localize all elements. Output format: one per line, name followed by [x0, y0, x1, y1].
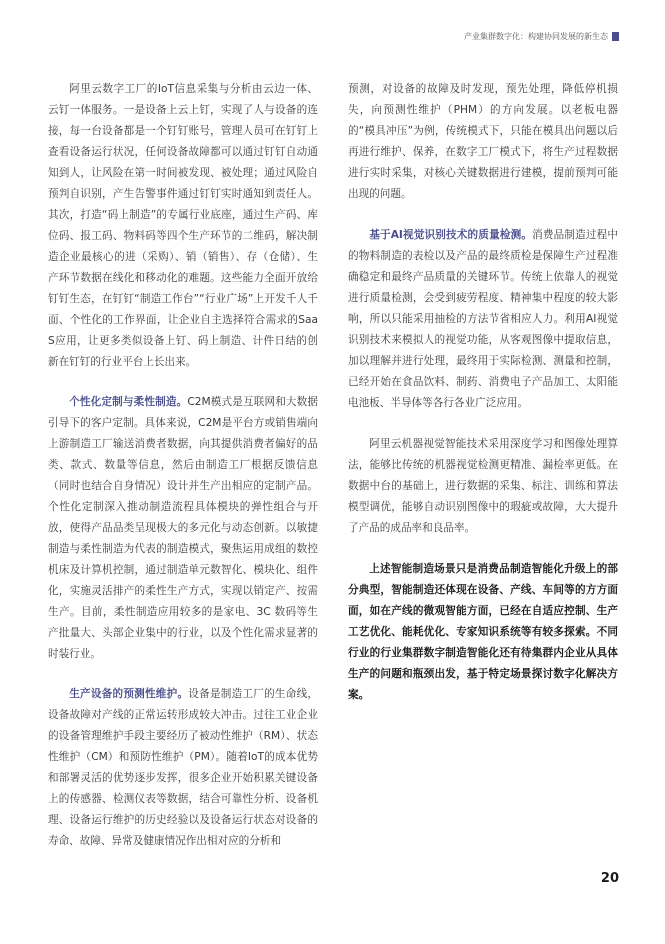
- paragraph-summary: 上述智能制造场景只是消费品制造智能化升级上的部分典型，智能制造还体现在设备、产线、车间等的方方面面，如在产线的微观智能方面，已经在自适应控制、生产工艺优化、能耗优化、专家知识系统等有较多探索。不同行业的行业集群数字制造智能化还有待集群内企业从具体生产的问题和瓶颈出发，基于特定场景探讨数字化解决方案。: [348, 563, 618, 701]
- page-number: 20: [600, 871, 619, 886]
- left-column: [48, 79, 318, 871]
- paragraph-ai-vision: [348, 225, 618, 414]
- header-title: 产业集群数字化：构建协同发展的新生态: [464, 32, 608, 41]
- section-title-custom-manufacturing: 个性化定制与柔性制造。: [69, 396, 188, 408]
- section-title-ai-vision: 基于AI视觉识别技术的质量检测。: [369, 229, 533, 241]
- paragraph-predictive-maintenance: [48, 684, 318, 852]
- paragraph-iot: 阿里云数字工厂的IoT信息采集与分析由云边一体、云钉一体服务。一是设备上云上钉，实现了人与设备的连接，每一台设备都是一个钉钉账号，管理人员可在钉钉上查看设备运行状况，任何设备故障都可以通过钉钉自动通知到人，让风险在第一时间被发现、被处理；通过风险自预判自识别，产生告警事件通过钉钉实时通知到责任人。其次，打造“码上制造”的专属行业底座，通过生产码、库位码、报工码、物料码等四个生产环节的二维码，解决制造企业最核心的进（采购）、销（销售）、存（仓储）、生产环节数据在线化和移动化的难题。这些能力全面开放给钉钉生态，在钉钉“制造工作台”“行业广场”上开发千人千面、个性化的工作界面，让企业自主选择符合需求的SaaS应用，让更多类似设备上钉、码上制造、计件日结的创新在钉钉的行业平台上长出来。: [48, 83, 318, 368]
- page-header: [464, 31, 619, 42]
- paragraph-custom-manufacturing-body: C2M模式是互联网和大数据引导下的客户定制。具体来说，C2M是平台方或销售端向上游制造工厂输送消费者数据，向其提供消费者偏好的品类、款式、数量等信息，然后由制造工厂根据反馈信息（同时也结合自身情况）设计并生产出相应的定制产品。个性化定制深入推动制造流程具体模块的弹性组合与开放，使得产品品类呈现极大的多元化与动态创新。以敏捷制造与柔性制造为代表的制造模式，聚焦运用成组的数控机床及计算机控制，通过制造单元数智化、模块化、组件化，实施灵活排产的柔性生产方式，实现以销定产、按需生产。目前，柔性制造应用较多的是家电、3C 数码等生产批量大、头部企业集中的行业，以及个性化需求显著的时装行业。: [48, 396, 319, 660]
- header-square-icon: [612, 32, 619, 41]
- paragraph-predictive-maintenance-body: 设备是制造工厂的生命线，设备故障对产线的正常运转形成较大冲击。过往工业企业的设备管理维护手段主要经历了被动性维护（RM）、状态性维护（CM）和预防性维护（PM）。随着IoT的成本优势和部署灵活的优势逐步发挥，很多企业开始积累关键设备上的传感器、检测仪表等数据，结合可靠性分析、设备机理、设备运行维护的历史经验以及设备运行状态对设备的寿命、故障、异常及健康情况作出相对应的分析和: [48, 688, 318, 847]
- right-column: [348, 79, 618, 726]
- paragraph-predictive-maintenance-cont: 预测，对设备的故障及时发现，预先处理，降低停机损失，向预测性维护（PHM）的方向发展。以老板电器的“模具冲压”为例，传统模式下，只能在模具出问题以后再进行维护、保养，在数字工厂模式下，将生产过程数据进行实时采集，对核心关键数据进行建模，提前预判可能出现的问题。: [348, 83, 618, 200]
- paragraph-ai-vision-body: 消费品制造过程中的物料制造的表检以及产品的最终质检是保障生产过程准确稳定和最终产品质量的关键环节。传统上依靠人的视觉进行质量检测，会受到疲劳程度、精神集中程度的较大影响，所以只能采用抽检的方法节省相应人力。利用AI视觉识别技术来模拟人的视觉功能，从客观图像中提取信息，加以理解并进行处理，最终用于实际检测、测量和控制，已经开始在食品饮料、制药、消费电子产品加工、太阳能电池板、半导体等各行各业广泛应用。: [348, 229, 619, 409]
- paragraph-machine-vision: 阿里云机器视觉智能技术采用深度学习和图像处理算法，能够比传统的机器视觉检测更精准、漏检率更低。在数据中台的基础上，进行数据的采集、标注、训练和算法模型调优，能够自动识别图像中的瑕疵或故障，大大提升了产品的成品率和良品率。: [348, 438, 618, 534]
- paragraph-custom-manufacturing: [48, 392, 318, 665]
- section-title-predictive-maintenance: 生产设备的预测性维护。: [69, 688, 189, 700]
